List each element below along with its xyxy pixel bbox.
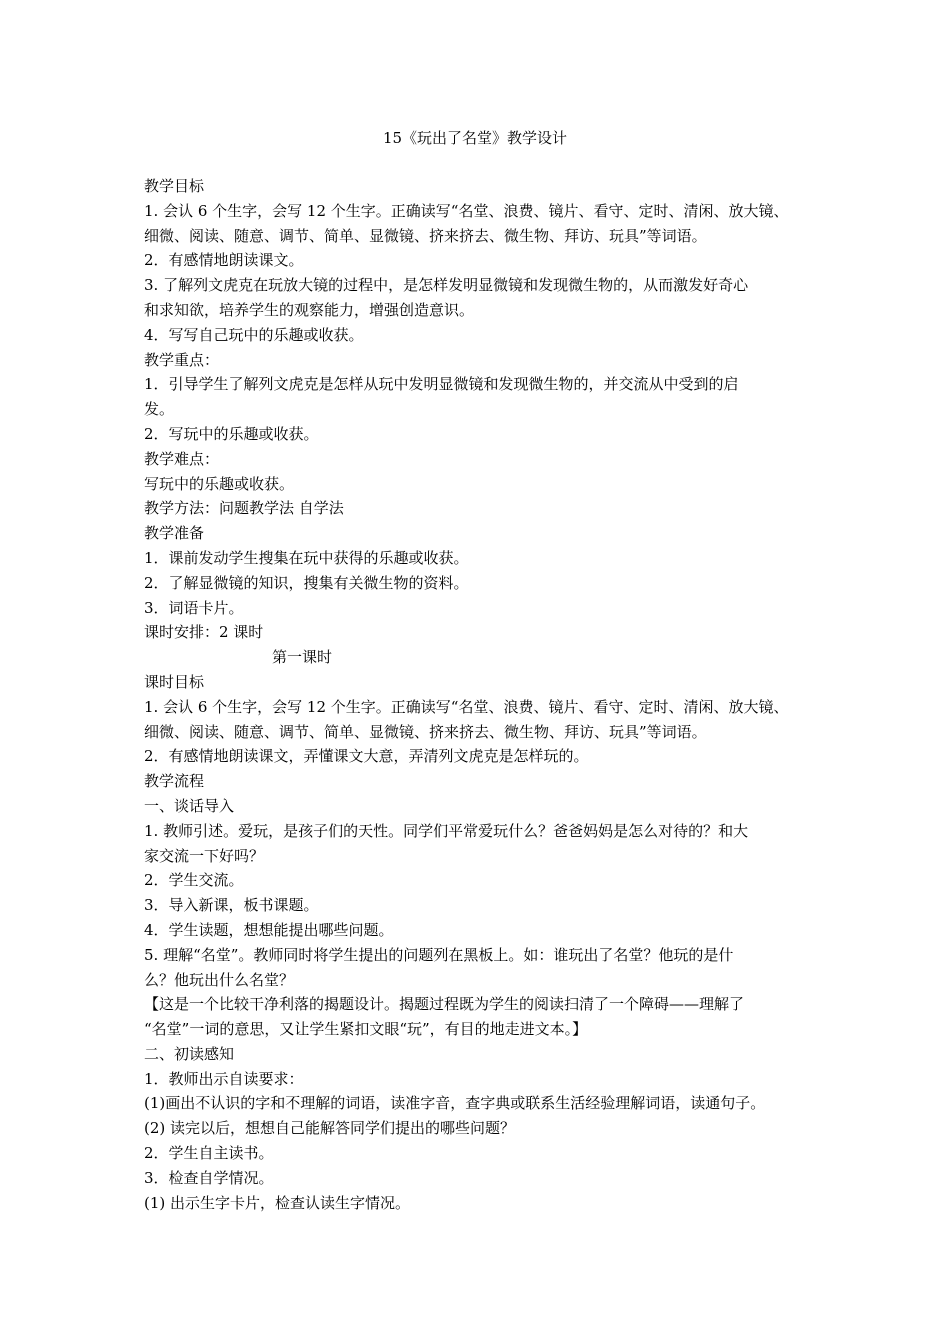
heading-preparation: 教学准备 bbox=[144, 524, 205, 543]
paragraph-line: 3．词语卡片。 bbox=[144, 598, 244, 617]
heading-lesson-objectives: 课时目标 bbox=[144, 672, 205, 691]
heading-objectives: 教学目标 bbox=[144, 177, 205, 195]
paragraph-line: 2．有感情地朗读课文，弄懂课文大意，弄清列文虎克是怎样玩的。 bbox=[144, 747, 589, 766]
paragraph-line: 么？他玩出什么名堂？ bbox=[144, 970, 295, 989]
paragraph-line: 发。 bbox=[144, 400, 175, 419]
paragraph-line: 细微、阅读、随意、调节、简单、显微镜、挤来挤去、微生物、拜访、玩具”等词语。 bbox=[144, 226, 707, 245]
document-body bbox=[144, 174, 808, 1215]
paragraph-line: 1．教师出示自读要求： bbox=[144, 1069, 304, 1088]
paragraph-line: (2) 读完以后，想想自己能解答同学们提出的哪些问题？ bbox=[144, 1119, 516, 1138]
paragraph-line: 2．了解显微镜的知识，搜集有关微生物的资料。 bbox=[144, 573, 469, 592]
class-schedule: 课时安排：2 课时 bbox=[144, 623, 264, 642]
section-heading: 一、谈话导入 bbox=[144, 796, 235, 815]
paragraph-line: 3．检查自学情况。 bbox=[144, 1168, 274, 1187]
paragraph-line: 和求知欲，培养学生的观察能力，增强创造意识。 bbox=[144, 300, 475, 319]
paragraph-line: 5. 理解“名堂”。教师同时将学生提出的问题列在黑板上。如：谁玩出了名堂？他玩的是什 bbox=[144, 945, 734, 964]
paragraph-line: 1．课前发动学生搜集在玩中获得的乐趣或收获。 bbox=[144, 548, 469, 567]
paragraph-line: 2．学生交流。 bbox=[144, 871, 244, 890]
paragraph-line: 1．引导学生了解列文虎克是怎样从玩中发明显微镜和发现微生物的，并交流从中受到的启 bbox=[144, 375, 739, 394]
paragraph-line: 1. 教师引述。爱玩，是孩子们的天性。同学们平常爱玩什么？爸爸妈妈是怎么对待的？和大 bbox=[144, 821, 749, 840]
paragraph-line: 2．写玩中的乐趣或收获。 bbox=[144, 424, 319, 443]
heading-key-points: 教学重点： bbox=[144, 350, 220, 369]
paragraph-line: (1) 出示生字卡片，检查认读生字情况。 bbox=[144, 1193, 411, 1212]
paragraph-line: 2．有感情地朗读课文。 bbox=[144, 251, 304, 270]
paragraph-line: 1. 会认 6 个生字，会写 12 个生字。正确读写“名堂、浪费、镜片、看守、定时、清闲、放大镜、 bbox=[144, 697, 789, 716]
commentary-line: 【这是一个比较干净利落的揭题设计。揭题过程既为学生的阅读扫清了一个障碍——理解了 bbox=[144, 995, 745, 1014]
paragraph-line: 3. 了解列文虎克在玩放大镜的过程中，是怎样发明显微镜和发现微生物的，从而激发好奇心 bbox=[144, 276, 749, 295]
paragraph-line: 写玩中的乐趣或收获。 bbox=[144, 474, 295, 493]
heading-process: 教学流程 bbox=[144, 772, 205, 791]
paragraph-line: 细微、阅读、随意、调节、简单、显微镜、挤来挤去、微生物、拜访、玩具”等词语。 bbox=[144, 722, 707, 741]
paragraph-line: (1)画出不认识的字和不理解的词语，读准字音，查字典或联系生活经验理解词语，读通句子。 bbox=[144, 1094, 766, 1113]
paragraph-line: 家交流一下好吗？ bbox=[144, 846, 265, 865]
paragraph-line: 4．写写自己玩中的乐趣或收获。 bbox=[144, 325, 364, 344]
commentary-line: “名堂”一词的意思，又让学生紧扣文眼“玩”，有目的地走进文本。】 bbox=[144, 1020, 588, 1039]
paragraph-line: 3．导入新课，板书课题。 bbox=[144, 896, 319, 915]
paragraph-line: 4．学生读题，想想能提出哪些问题。 bbox=[144, 920, 394, 939]
section-subtitle: 第一课时 bbox=[272, 648, 333, 667]
section-heading: 二、初读感知 bbox=[144, 1044, 235, 1063]
document-title: 15《玩出了名堂》教学设计 bbox=[382, 129, 568, 147]
heading-difficulties: 教学难点： bbox=[144, 449, 220, 468]
paragraph-line: 1. 会认 6 个生字，会写 12 个生字。正确读写“名堂、浪费、镜片、看守、定时、清闲、放大镜、 bbox=[144, 201, 789, 220]
paragraph-line: 2．学生自主读书。 bbox=[144, 1144, 274, 1163]
teaching-methods: 教学方法：问题教学法 自学法 bbox=[144, 499, 344, 518]
